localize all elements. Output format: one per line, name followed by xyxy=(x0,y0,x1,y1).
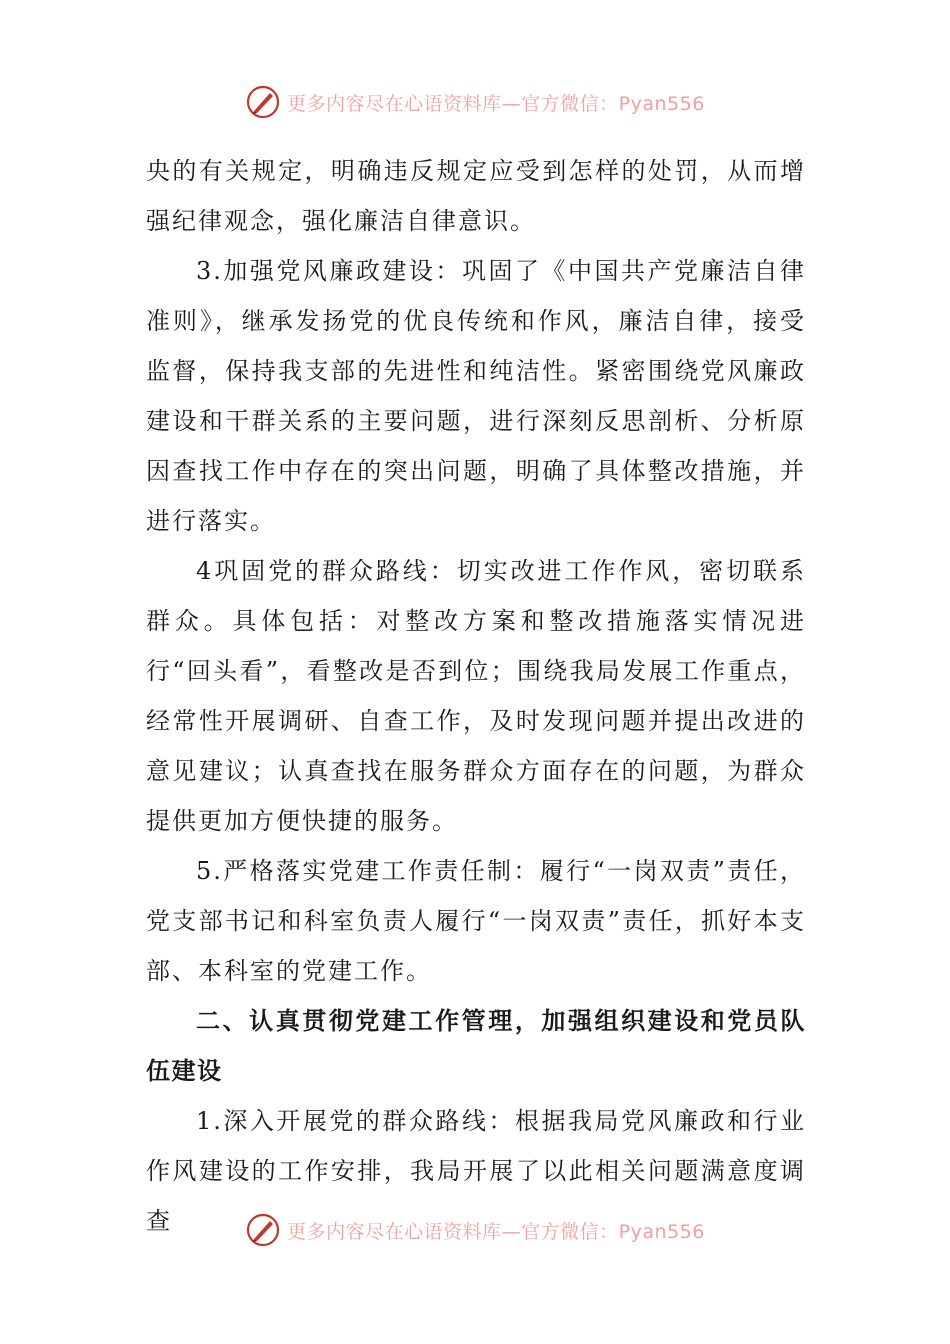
pen-circle-logo-icon xyxy=(245,1212,281,1248)
document-body xyxy=(146,146,806,1246)
header-watermark-banner xyxy=(0,82,950,122)
section-heading: 二、认真贯彻党建工作管理，加强组织建设和党员队伍建设 xyxy=(146,1007,806,1085)
paragraph: 4巩固党的群众路线：切实改进工作作风，密切联系群众。具体包括：对整改方案和整改措施落实情况进行“回头看”，看整改是否到位；围绕我局发展工作重点，经常性开展调研、自查工作，及时发现问题并提出改进的意见建议；认真查找在服务群众方面存在的问题，为群众提供更加方便快捷的服务。 xyxy=(146,557,806,835)
pen-circle-logo-icon xyxy=(245,84,281,120)
watermark-text: 更多内容尽在心语资料库—官方微信：Pyan556 xyxy=(287,1220,705,1243)
paragraph: 3.加强党风廉政建设：巩固了《中国共产党廉洁自律准则》，继承发扬党的优良传统和作风，廉洁自律，接受监督，保持我支部的先进性和纯洁性。紧密围绕党风廉政建设和干群关系的主要问题，进行深刻反思剖析、分析原因查找工作中存在的突出问题，明确了具体整改措施，并进行落实。 xyxy=(146,257,806,535)
paragraph: 央的有关规定，明确违反规定应受到怎样的处罚，从而增强纪律观念，强化廉洁自律意识。 xyxy=(146,157,806,235)
paragraph: 1.深入开展党的群众路线：根据我局党风廉政和行业作风建设的工作安排，我局开展了以此相关问题满意度调查 xyxy=(146,1107,806,1235)
paragraph: 5.严格落实党建工作责任制：履行“一岗双责”责任，党支部书记和科室负责人履行“一岗双责”责任，抓好本支部、本科室的党建工作。 xyxy=(146,857,806,985)
watermark-text: 更多内容尽在心语资料库—官方微信：Pyan556 xyxy=(287,92,705,115)
footer-watermark-banner xyxy=(0,1210,950,1250)
